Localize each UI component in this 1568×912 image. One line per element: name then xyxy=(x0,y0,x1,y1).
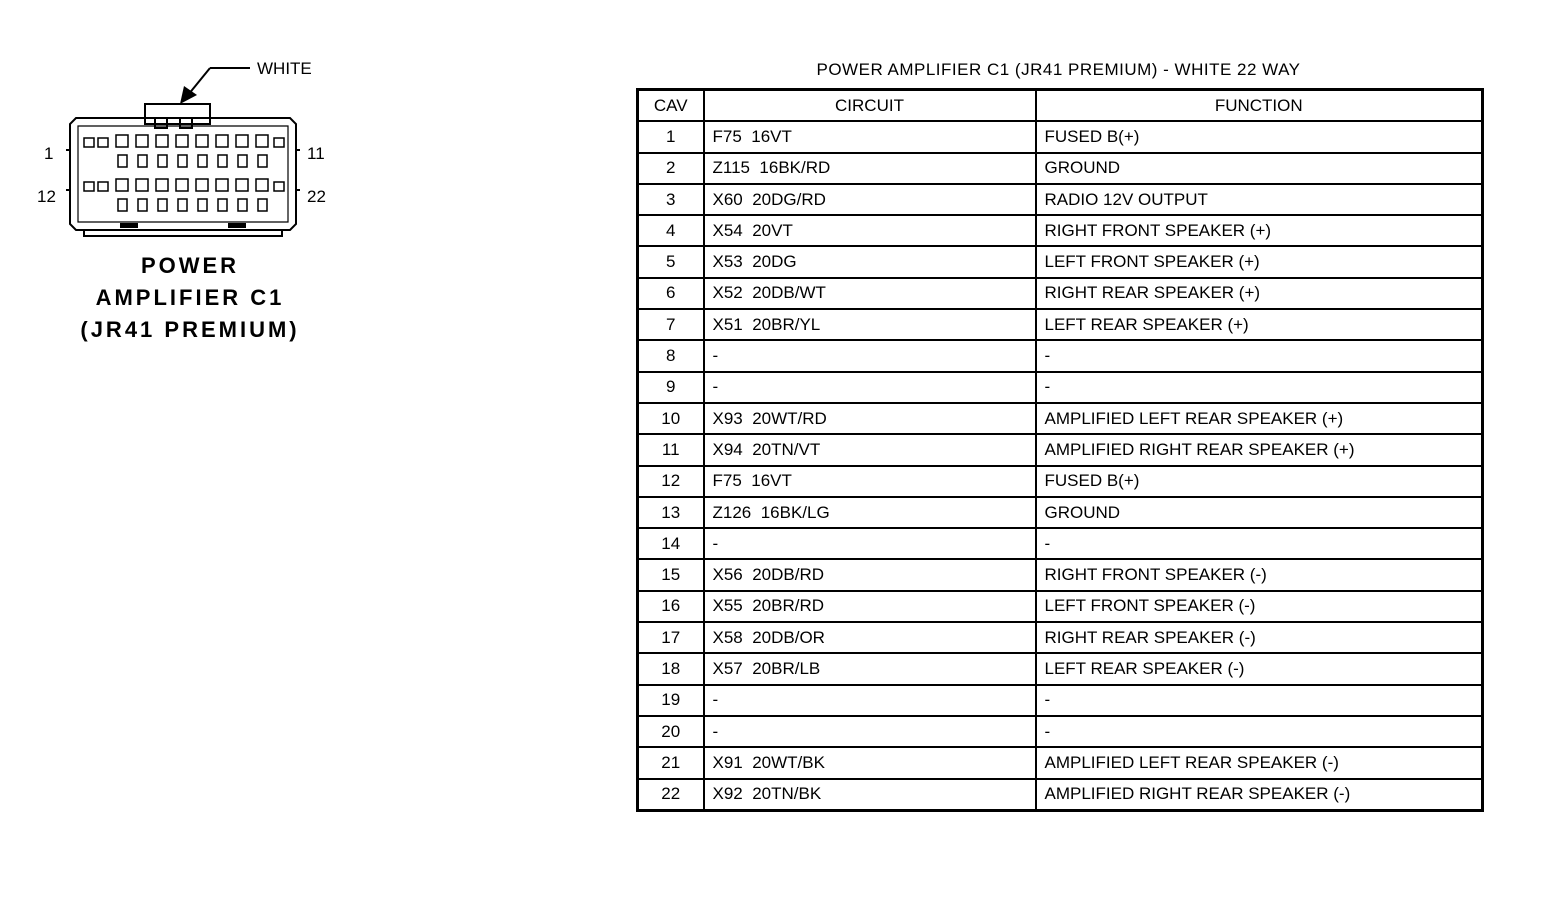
circuit-function: AMPLIFIED LEFT REAR SPEAKER (+) xyxy=(1036,403,1483,434)
pin-label-top-left: 1 xyxy=(44,144,54,163)
circuit-function: RIGHT REAR SPEAKER (-) xyxy=(1036,622,1483,653)
table-row xyxy=(638,685,1483,716)
connector-housing xyxy=(66,104,300,236)
cavity-number: 5 xyxy=(638,246,704,277)
pointer-arrow xyxy=(180,68,250,104)
cavity-number: 1 xyxy=(638,121,704,152)
table-row xyxy=(638,528,1483,559)
cavity-number: 17 xyxy=(638,622,704,653)
table-row xyxy=(638,403,1483,434)
cavity-number: 12 xyxy=(638,466,704,497)
circuit-code: - xyxy=(704,372,1036,403)
table-row xyxy=(638,184,1483,215)
circuit-code: X57 20BR/LB xyxy=(704,653,1036,684)
circuit-function: RIGHT REAR SPEAKER (+) xyxy=(1036,278,1483,309)
circuit-function: RIGHT FRONT SPEAKER (+) xyxy=(1036,215,1483,246)
circuit-code: Z126 16BK/LG xyxy=(704,497,1036,528)
circuit-code: - xyxy=(704,685,1036,716)
circuit-function: GROUND xyxy=(1036,497,1483,528)
cavity-number: 16 xyxy=(638,591,704,622)
table-row xyxy=(638,215,1483,246)
pin-label-bottom-left: 12 xyxy=(37,187,56,206)
caption-line-1: POWER xyxy=(140,253,240,278)
table-row xyxy=(638,340,1483,371)
cavity-row-top xyxy=(84,135,284,167)
circuit-code: X54 20VT xyxy=(704,215,1036,246)
pinout-table xyxy=(636,88,1484,812)
circuit-code: - xyxy=(704,716,1036,747)
table-row xyxy=(638,779,1483,811)
circuit-function: FUSED B(+) xyxy=(1036,466,1483,497)
cavity-number: 21 xyxy=(638,747,704,778)
table-row xyxy=(638,121,1483,152)
connector-caption xyxy=(60,250,320,346)
header-cav: CAV xyxy=(638,90,704,122)
table-row xyxy=(638,278,1483,309)
circuit-code: - xyxy=(704,528,1036,559)
cavity-number: 7 xyxy=(638,309,704,340)
table-row xyxy=(638,591,1483,622)
circuit-code: F75 16VT xyxy=(704,121,1036,152)
cavity-row-bottom xyxy=(84,179,284,211)
circuit-function: LEFT FRONT SPEAKER (+) xyxy=(1036,246,1483,277)
circuit-code: X94 20TN/VT xyxy=(704,434,1036,465)
circuit-code: X51 20BR/YL xyxy=(704,309,1036,340)
cavity-number: 20 xyxy=(638,716,704,747)
table-row xyxy=(638,653,1483,684)
circuit-code: X53 20DG xyxy=(704,246,1036,277)
table-row xyxy=(638,246,1483,277)
caption-line-2: AMPLIFIER C1 xyxy=(95,285,285,310)
circuit-function: LEFT REAR SPEAKER (-) xyxy=(1036,653,1483,684)
table-row xyxy=(638,372,1483,403)
pin-label-bottom-right: 22 xyxy=(307,187,326,206)
circuit-function: GROUND xyxy=(1036,153,1483,184)
circuit-function: AMPLIFIED RIGHT REAR SPEAKER (-) xyxy=(1036,779,1483,811)
table-row xyxy=(638,747,1483,778)
table-row xyxy=(638,622,1483,653)
circuit-function: - xyxy=(1036,372,1483,403)
circuit-code: F75 16VT xyxy=(704,466,1036,497)
circuit-function: LEFT FRONT SPEAKER (-) xyxy=(1036,591,1483,622)
cavity-number: 9 xyxy=(638,372,704,403)
circuit-function: - xyxy=(1036,528,1483,559)
table-title: POWER AMPLIFIER C1 (JR41 PREMIUM) - WHITE 22 WAY xyxy=(816,60,1301,79)
table-body xyxy=(638,121,1483,810)
circuit-function: - xyxy=(1036,685,1483,716)
circuit-code: Z115 16BK/RD xyxy=(704,153,1036,184)
cavity-number: 3 xyxy=(638,184,704,215)
cavity-number: 18 xyxy=(638,653,704,684)
caption-line-3: (JR41 PREMIUM) xyxy=(80,317,300,342)
circuit-code: X58 20DB/OR xyxy=(704,622,1036,653)
connector-color-label: WHITE xyxy=(257,59,312,78)
housing-tab-left xyxy=(120,223,138,228)
circuit-function: LEFT REAR SPEAKER (+) xyxy=(1036,309,1483,340)
cavity-number: 11 xyxy=(638,434,704,465)
cavity-number: 15 xyxy=(638,559,704,590)
table-row xyxy=(638,434,1483,465)
circuit-function: RIGHT FRONT SPEAKER (-) xyxy=(1036,559,1483,590)
circuit-code: - xyxy=(704,340,1036,371)
circuit-code: X55 20BR/RD xyxy=(704,591,1036,622)
circuit-code: X91 20WT/BK xyxy=(704,747,1036,778)
table-row xyxy=(638,309,1483,340)
housing-tab-right xyxy=(228,223,246,228)
table-row xyxy=(638,466,1483,497)
table-header-row xyxy=(638,90,1483,122)
connector-diagram xyxy=(0,0,560,400)
pin-label-top-right: 11 xyxy=(307,144,325,163)
circuit-function: RADIO 12V OUTPUT xyxy=(1036,184,1483,215)
cavity-number: 8 xyxy=(638,340,704,371)
cavity-number: 14 xyxy=(638,528,704,559)
table-row xyxy=(638,497,1483,528)
circuit-code: X93 20WT/RD xyxy=(704,403,1036,434)
cavity-number: 10 xyxy=(638,403,704,434)
table-row xyxy=(638,153,1483,184)
table-row xyxy=(638,716,1483,747)
circuit-function: - xyxy=(1036,340,1483,371)
cavity-number: 19 xyxy=(638,685,704,716)
circuit-function: AMPLIFIED LEFT REAR SPEAKER (-) xyxy=(1036,747,1483,778)
cavity-number: 13 xyxy=(638,497,704,528)
circuit-code: X60 20DG/RD xyxy=(704,184,1036,215)
circuit-code: X52 20DB/WT xyxy=(704,278,1036,309)
table-row xyxy=(638,559,1483,590)
circuit-code: X56 20DB/RD xyxy=(704,559,1036,590)
circuit-code: X92 20TN/BK xyxy=(704,779,1036,811)
header-circuit: CIRCUIT xyxy=(704,90,1036,122)
cavity-number: 2 xyxy=(638,153,704,184)
circuit-function: - xyxy=(1036,716,1483,747)
cavity-number: 4 xyxy=(638,215,704,246)
header-function: FUNCTION xyxy=(1036,90,1483,122)
circuit-function: FUSED B(+) xyxy=(1036,121,1483,152)
cavity-number: 22 xyxy=(638,779,704,811)
circuit-function: AMPLIFIED RIGHT REAR SPEAKER (+) xyxy=(1036,434,1483,465)
cavity-number: 6 xyxy=(638,278,704,309)
